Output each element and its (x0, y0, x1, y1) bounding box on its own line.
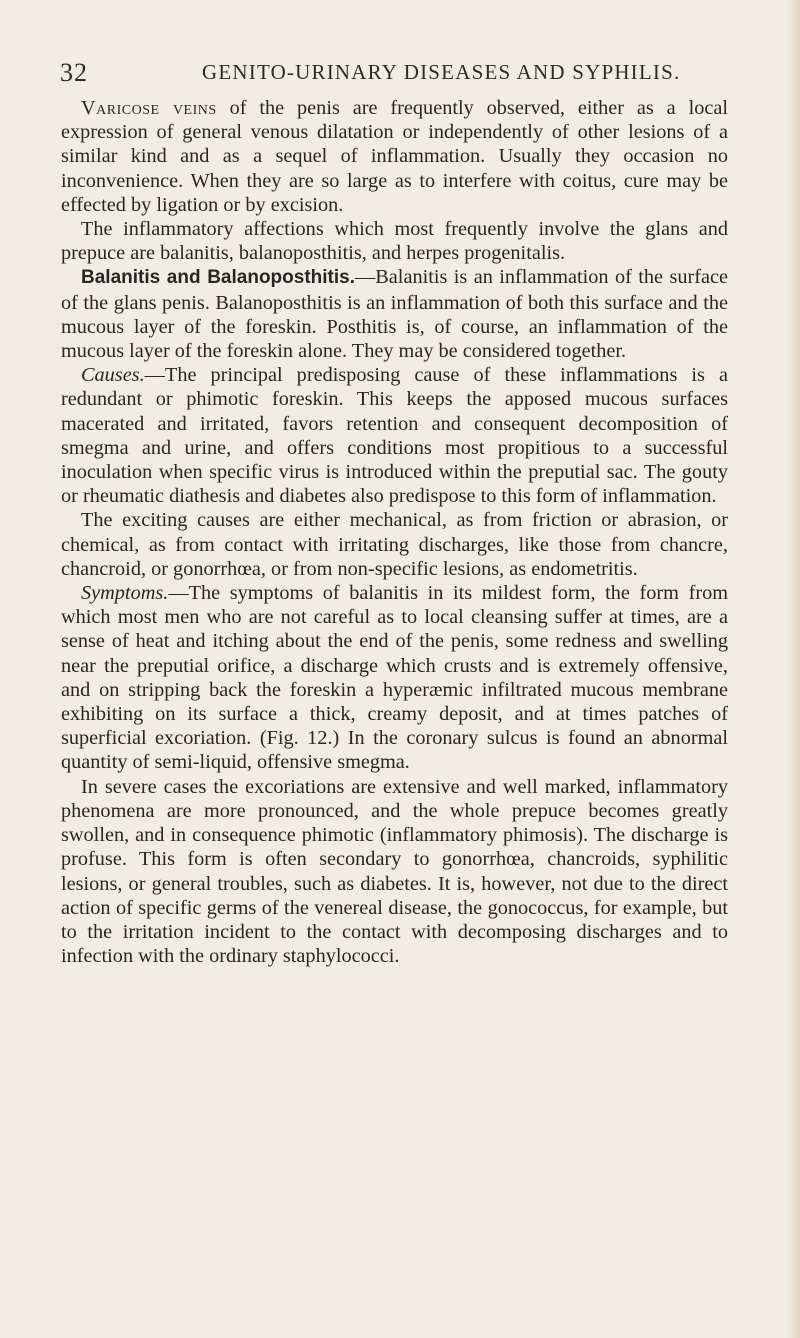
paragraph-text: of the penis are frequently observed, either as a local expression of general venous dilatation or independently of other lesions of a similar kind and as a sequel of inflammation. Usually they occasion no inconvenience. When they are so large as to interfere with coitus, cure may be effected by ligation or by excision. (61, 97, 728, 216)
paragraph-text: —The principal predisposing cause of these inflammations is a redundant or phimotic foreskin. This keeps the apposed mucous surfaces macerated and irritated, favors retention and consequent decomposition of smegma and urine, and offers conditions most propitious to a successful inoculation when specific virus is introduced within the preputial sac. The gouty or rheumatic diathesis and diabetes also predispose to this form of inflammation. (61, 364, 728, 508)
paragraph-text: —The symptoms of balanitis in its mildest form, the form from which most men who are not careful as to local cleansing suffer at times, are a sense of heat and itching about the end of the penis, some redness and swelling near the preputial orifice, a discharge which crusts and is extremely offensive, and on stripping back the foreskin a hyperæmic infiltrated mucous membrane exhibiting on its surface a thick, creamy deposit, and at times patches of superficial excoriation. (Fig. 12.) In the coronary sulcus is found an abnormal quantity of semi-liquid, offensive smegma. (61, 582, 728, 774)
page-header (60, 58, 740, 98)
paragraph-symptoms (61, 581, 728, 775)
paragraph-text: The inflammatory affections which most frequently involve the glans and prepuce are balanitis, balanoposthitis, and herpes progenitalis. (61, 218, 728, 265)
paragraph-causes (61, 363, 728, 508)
lead-varicose-veins: Varicose veins (81, 97, 217, 119)
paragraph-balanitis-heading (61, 265, 728, 363)
paragraph-text: —Balanitis is an inflammation of the surface of the glans penis. Balanoposthitis is an inflammation of both this surface and the mucous layer of the foreskin. Posthitis is, of course, an inflammation of the mucous layer of the foreskin alone. They may be considered together. (61, 266, 728, 363)
paragraph-exciting-causes (61, 508, 728, 581)
paragraph-inflammatory-affections (61, 217, 728, 265)
page-body (61, 96, 728, 968)
page-number: 32 (60, 58, 88, 87)
paragraph-text: In severe cases the excoriations are extensive and well marked, inflammatory phenomena are more pronounced, and the whole prepuce becomes greatly swollen, and in consequence phimotic (inflammatory phimosis). The discharge is profuse. This form is often secondary to gonorrhœa, chancroids, syphilitic lesions, or general troubles, such as diabetes. It is, however, not due to the direct action of specific germs of the venereal disease, the gonococcus, for example, but to the irritation incident to the contact with decomposing discharges and to infection with the ordinary staphylococci. (61, 775, 728, 968)
paragraph-text: The exciting causes are either mechanical, as from friction or abrasion, or chemical, as from contact with irritating discharges, like those from chancre, chancroid, or gonorrhœa, or from non-specific lesions, as endometritis. (61, 509, 728, 580)
running-head: GENITO-URINARY DISEASES AND SYPHILIS. (202, 60, 681, 84)
page-edge (786, 0, 800, 1338)
subheading-symptoms: Symptoms. (81, 582, 169, 605)
subheading-causes: Causes. (81, 364, 145, 387)
paragraph-severe-cases (61, 775, 728, 969)
section-heading-balanitis: Balanitis and Balanoposthitis. (81, 267, 355, 289)
paragraph-varicose-veins (61, 96, 728, 217)
